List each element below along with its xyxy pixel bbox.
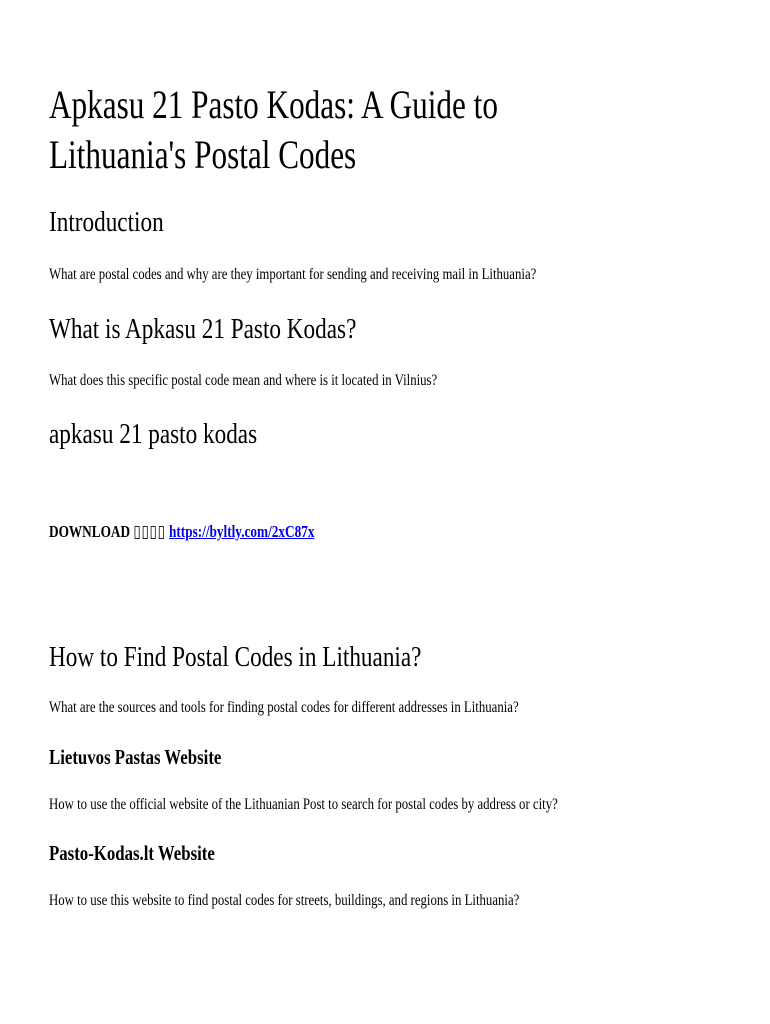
how-to-find-text: What are the sources and tools for finding postal codes for different addresses in Lithuania? (49, 699, 519, 716)
download-label: DOWNLOAD (49, 522, 131, 541)
what-is-text: What does this specific postal code mean and where is it located in Vilnius? (49, 372, 438, 389)
lietuvos-pastas-text: How to use the official website of the Lithuanian Post to search for postal codes by address or city? (49, 796, 558, 813)
lietuvos-pastas-heading: Lietuvos Pastas Website (49, 745, 222, 769)
page-title: Apkasu 21 Pasto Kodas: A Guide to Lithuania's Postal Codes (49, 82, 498, 177)
intro-heading: Introduction (49, 206, 164, 238)
intro-text: What are postal codes and why are they important for sending and receiving mail in Lithuania? (49, 266, 537, 283)
download-line (49, 521, 314, 543)
download-link[interactable]: https://byltly.com/2xC87x (168, 522, 315, 541)
what-is-heading: What is Apkasu 21 Pasto Kodas? (49, 313, 357, 345)
pasto-kodas-lt-text: How to use this website to find postal codes for streets, buildings, and regions in Lithuania? (49, 892, 520, 909)
how-to-find-heading: How to Find Postal Codes in Lithuania? (49, 641, 422, 673)
pasto-kodas-lt-heading: Pasto-Kodas.lt Website (49, 841, 215, 865)
placeholder-glyphs: ▯▯▯▯ (133, 522, 166, 541)
keyword-heading: apkasu 21 pasto kodas (49, 418, 258, 450)
